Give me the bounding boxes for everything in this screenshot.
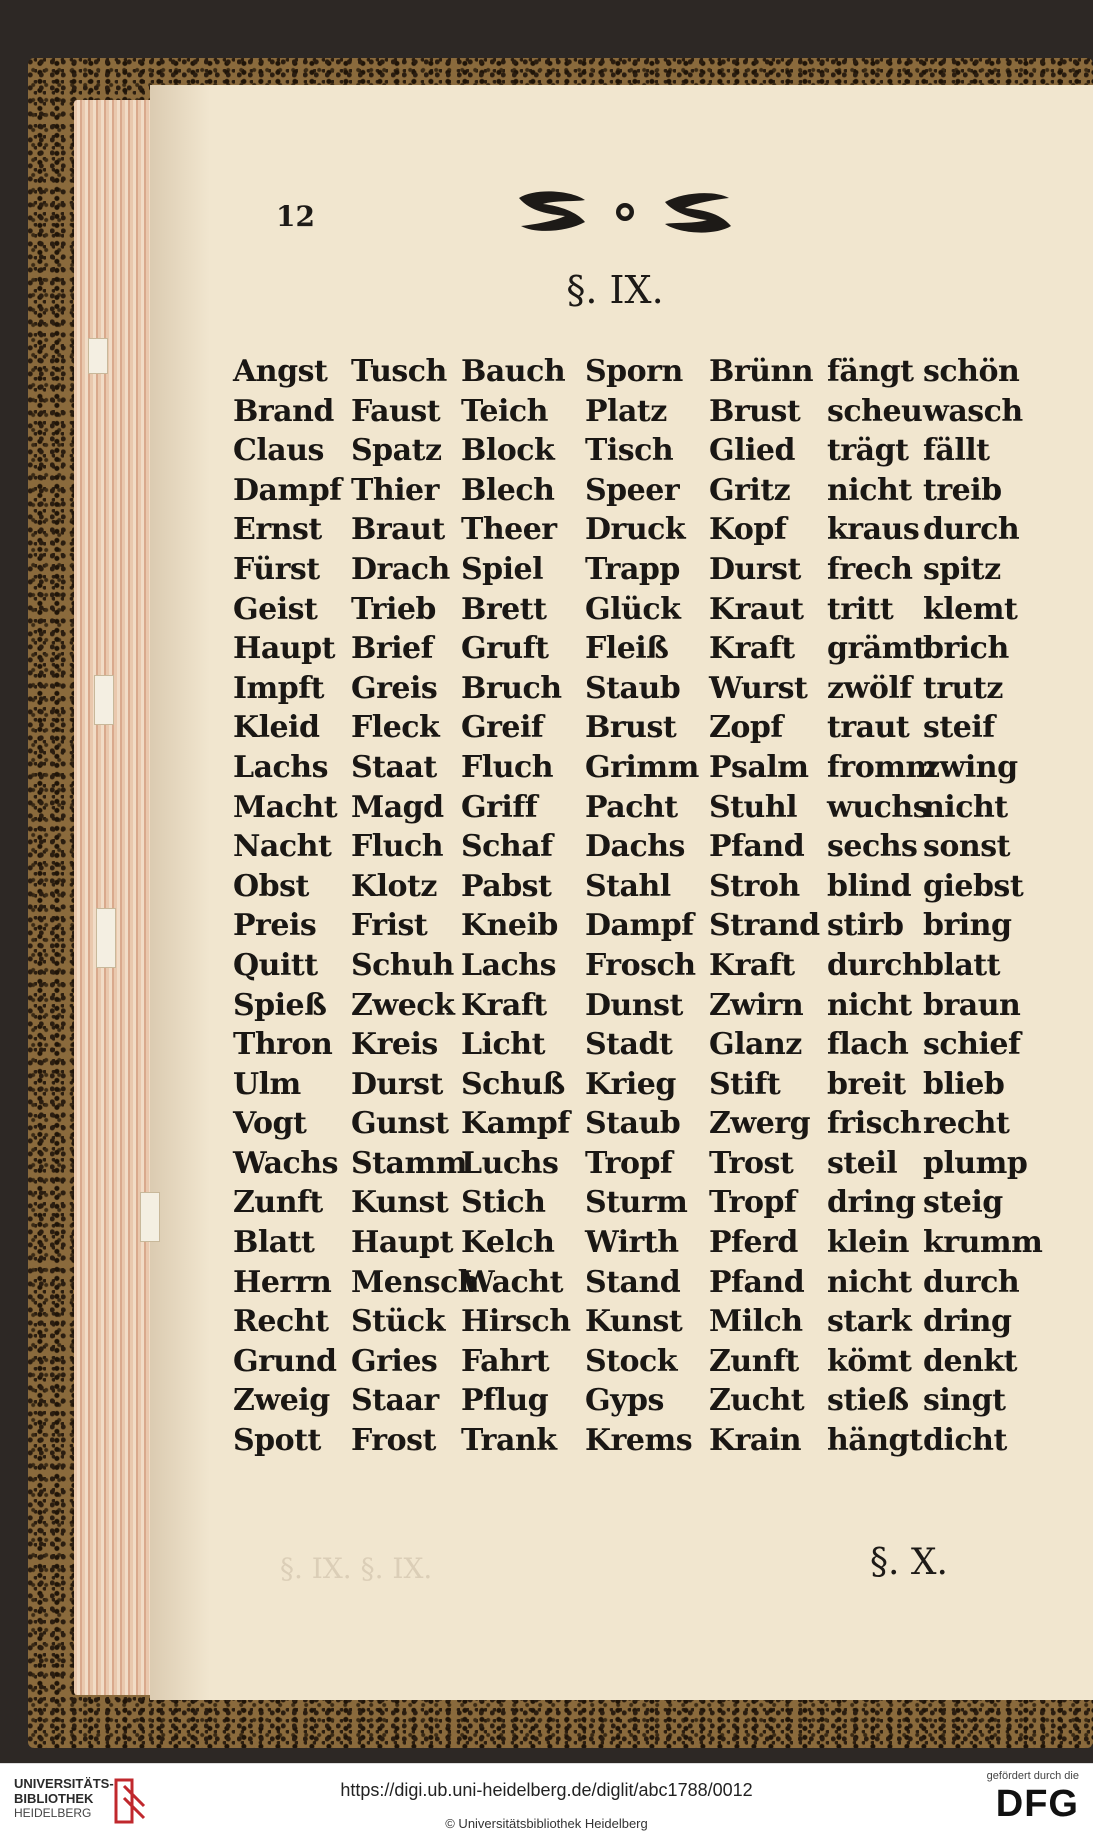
word-cell: nicht (923, 789, 1008, 825)
word-cell: Frosch (585, 947, 696, 983)
word-cell: Pacht (585, 789, 678, 825)
word-cell: Zunft (233, 1185, 323, 1221)
word-cell: Staat (351, 749, 437, 785)
word-cell: Vogt (233, 1106, 307, 1142)
word-cell: Claus (233, 433, 324, 469)
bleed-through-text: §. IX. §. IX. (280, 1552, 433, 1585)
word-cell: Speer (585, 472, 680, 508)
word-cell: Haupt (351, 1225, 453, 1261)
word-cell: sechs (827, 829, 918, 865)
word-cell: steif (923, 710, 995, 746)
word-cell: bring (923, 908, 1012, 944)
word-cell: Brust (709, 393, 801, 429)
word-cell: Dampf (233, 472, 342, 508)
word-cell: schief (923, 1027, 1021, 1063)
funder-caption: gefördert durch die (986, 1770, 1079, 1782)
word-cell: Lachs (233, 749, 328, 785)
word-cell: Glied (709, 433, 795, 469)
word-cell: Brand (233, 393, 334, 429)
word-cell: Wacht (461, 1264, 563, 1300)
word-cell: Haupt (233, 631, 335, 667)
word-cell: Brust (585, 710, 677, 746)
word-cell: sonst (923, 829, 1010, 865)
word-cell: Tropf (709, 1185, 797, 1221)
word-cell: Fürst (233, 551, 320, 587)
word-cell: Trapp (585, 551, 680, 587)
word-cell: spitz (923, 551, 1001, 587)
word-cell: Kelch (461, 1225, 555, 1261)
word-cell: frisch (827, 1106, 922, 1142)
word-cell: Hirsch (461, 1304, 571, 1340)
page-number: 12 (276, 200, 315, 233)
word-cell: Kneib (461, 908, 558, 944)
word-cell: Quitt (233, 947, 318, 983)
word-cell: Recht (233, 1304, 329, 1340)
word-cell: Luchs (461, 1145, 559, 1181)
word-cell: Thron (233, 1027, 333, 1063)
word-cell: Macht (233, 789, 338, 825)
library-name-line3: HEIDELBERG (14, 1806, 92, 1820)
word-cell: Ernst (233, 512, 322, 548)
word-cell: Staub (585, 1106, 681, 1142)
word-cell: Pferd (709, 1225, 798, 1261)
word-cell: Preis (233, 908, 317, 944)
word-cell: durch (923, 512, 1020, 548)
word-cell: trutz (923, 670, 1003, 706)
word-cell: blatt (923, 947, 1001, 983)
word-cell: Kraft (709, 947, 795, 983)
word-cell: dicht (923, 1423, 1007, 1459)
word-cell: Pflug (461, 1383, 549, 1419)
word-cell: Thier (351, 472, 439, 508)
word-cell: grämt (827, 631, 927, 667)
word-cell: Pfand (709, 1264, 805, 1300)
paper-tab (140, 1192, 160, 1242)
catchword: §. X. (870, 1542, 948, 1583)
word-cell: nicht (827, 1264, 912, 1300)
word-cell: Ulm (233, 1066, 301, 1102)
word-cell: Trieb (351, 591, 436, 627)
word-cell: Kunst (585, 1304, 683, 1340)
word-cell: denkt (923, 1343, 1018, 1379)
word-cell: Druck (585, 512, 686, 548)
word-cell: Licht (461, 1027, 545, 1063)
word-cell: Stand (585, 1264, 681, 1300)
word-cell: Gyps (585, 1383, 664, 1419)
word-cell: Fluch (351, 829, 444, 865)
word-cell: dring (923, 1304, 1012, 1340)
word-cell: durch (827, 947, 924, 983)
word-cell: Frost (351, 1423, 436, 1459)
word-cell: Sturm (585, 1185, 688, 1221)
word-cell: Kleid (233, 710, 320, 746)
word-cell: Brief (351, 631, 434, 667)
word-cell: steig (923, 1185, 1003, 1221)
word-cell: fällt (923, 433, 990, 469)
word-cell: Zweig (233, 1383, 330, 1419)
word-cell: Milch (709, 1304, 803, 1340)
word-cell: zwölf (827, 670, 912, 706)
word-cell: Zopf (709, 710, 783, 746)
word-cell: frech (827, 551, 913, 587)
word-cell: Tisch (585, 433, 674, 469)
word-cell: Lachs (461, 947, 556, 983)
word-cell: Strand (709, 908, 820, 944)
word-cell: Kopf (709, 512, 787, 548)
word-cell: Wurst (709, 670, 808, 706)
dfg-logo: DFG (995, 1783, 1079, 1825)
word-cell: breit (827, 1066, 906, 1102)
word-cell: Fleiß (585, 631, 669, 667)
funder-logo[interactable] (987, 1770, 1079, 1826)
word-cell: hängt (827, 1423, 923, 1459)
section-heading: §. IX. (566, 268, 664, 312)
word-cell: Gritz (709, 472, 791, 508)
word-cell: Schuh (351, 947, 454, 983)
word-cell: Griff (461, 789, 538, 825)
word-cell: Angst (233, 354, 328, 389)
viewer-footer (0, 1763, 1093, 1848)
word-cell: Zucht (709, 1383, 805, 1419)
word-cell: Durst (709, 551, 801, 587)
word-cell: nicht (827, 472, 912, 508)
word-cell: Impft (233, 670, 325, 706)
word-cell: Drach (351, 551, 450, 587)
word-cell: Greis (351, 670, 438, 706)
word-cell: Geist (233, 591, 318, 627)
word-cell: Fluch (461, 749, 554, 785)
word-cell: Braut (351, 512, 445, 548)
word-cell: treib (923, 472, 1002, 508)
word-cell: Gunst (351, 1106, 449, 1142)
word-cell: Fahrt (461, 1343, 550, 1379)
word-cell: trägt (827, 433, 909, 469)
word-cell: stirb (827, 908, 904, 944)
word-cell: dring (827, 1185, 916, 1221)
word-cell: Magd (351, 789, 444, 825)
word-cell: recht (923, 1106, 1010, 1142)
word-cell: kömt (827, 1343, 912, 1379)
word-cell: Stock (585, 1343, 678, 1379)
ornament-icon (515, 188, 735, 236)
word-cell: wasch (923, 393, 1023, 429)
word-cell: Pfand (709, 829, 805, 865)
document-url[interactable]: https://digi.ub.uni-heidelberg.de/diglit/abc1788/0012 (340, 1780, 753, 1800)
word-cell: Mensch (351, 1264, 480, 1300)
word-cell: Spieß (233, 987, 327, 1023)
word-cell: Glück (585, 591, 681, 627)
word-cell: Stift (709, 1066, 781, 1102)
word-cell: Dachs (585, 829, 685, 865)
word-cell: Psalm (709, 749, 809, 785)
word-cell: blind (827, 868, 912, 904)
word-cell: Krems (585, 1423, 693, 1459)
word-cell: Frist (351, 908, 428, 944)
word-cell: Herrn (233, 1264, 332, 1300)
word-cell: tritt (827, 591, 894, 627)
word-cell: Blech (461, 472, 555, 508)
paper-tab (88, 338, 108, 374)
word-cell: Platz (585, 393, 667, 429)
word-cell: Staar (351, 1383, 439, 1419)
word-cell: Kraut (709, 591, 804, 627)
word-table (233, 352, 1043, 1461)
word-cell: wuchs (827, 789, 930, 825)
word-cell: Theer (461, 512, 557, 548)
word-cell: flach (827, 1027, 909, 1063)
word-cell: klemt (923, 591, 1018, 627)
word-cell: Kampf (461, 1106, 570, 1142)
word-cell: Stich (461, 1185, 546, 1221)
word-cell: Blatt (233, 1225, 315, 1261)
word-cell: Zunft (709, 1343, 799, 1379)
word-cell: Krieg (585, 1066, 676, 1102)
library-name-line1: UNIVERSITÄTS- (14, 1776, 114, 1791)
word-cell: blieb (923, 1066, 1005, 1102)
word-cell: Schaf (461, 829, 553, 865)
word-cell: Tropf (585, 1145, 673, 1181)
word-cell: Brett (461, 591, 547, 627)
word-cell: Trank (461, 1423, 557, 1459)
word-cell: Zweck (351, 987, 455, 1023)
word-cell: stieß (827, 1383, 909, 1419)
word-cell: Schuß (461, 1066, 565, 1102)
word-cell: Greif (461, 710, 544, 746)
word-cell: Spatz (351, 433, 442, 469)
word-cell: Kraft (461, 987, 547, 1023)
word-cell: Stuhl (709, 789, 798, 825)
word-cell: Durst (351, 1066, 443, 1102)
word-cell: Stamm (351, 1145, 467, 1181)
word-cell: Sporn (585, 354, 683, 389)
word-cell: Trost (709, 1145, 794, 1181)
word-cell: Gries (351, 1343, 438, 1379)
word-cell: Kreis (351, 1027, 438, 1063)
word-cell: Block (461, 433, 555, 469)
word-cell: Gruft (461, 631, 549, 667)
word-cell: Spott (233, 1423, 321, 1459)
word-cell: giebst (923, 868, 1024, 904)
word-cell: Zwerg (709, 1106, 811, 1142)
word-cell: Stadt (585, 1027, 673, 1063)
word-cell: Stahl (585, 868, 671, 904)
word-cell: fromm (827, 749, 937, 785)
word-cell: Grimm (585, 749, 699, 785)
word-cell: steil (827, 1145, 898, 1181)
word-cell: krumm (923, 1225, 1043, 1261)
word-cell: klein (827, 1225, 909, 1261)
word-cell: Dampf (585, 908, 694, 944)
word-cell: schön (923, 354, 1020, 389)
word-cell: kraus (827, 512, 920, 548)
paper-tab (94, 675, 114, 725)
word-cell: Spiel (461, 551, 544, 587)
word-cell: Krain (709, 1423, 802, 1459)
word-cell: Tusch (351, 354, 447, 389)
word-cell: scheu (827, 393, 923, 429)
word-cell: Staub (585, 670, 681, 706)
word-cell: fängt (827, 354, 914, 389)
word-cell: brich (923, 631, 1009, 667)
word-cell: Teich (461, 393, 548, 429)
word-cell: Stück (351, 1304, 445, 1340)
word-cell: Klotz (351, 868, 437, 904)
word-cell: zwing (923, 749, 1018, 785)
word-cell: Bruch (461, 670, 562, 706)
word-cell: Fleck (351, 710, 440, 746)
word-cell: Zwirn (709, 987, 804, 1023)
word-cell: nicht (827, 987, 912, 1023)
word-cell: braun (923, 987, 1021, 1023)
word-cell: Kunst (351, 1185, 449, 1221)
word-cell: Grund (233, 1343, 337, 1379)
word-cell: Faust (351, 393, 441, 429)
word-cell: stark (827, 1304, 912, 1340)
word-cell: durch (923, 1264, 1020, 1300)
word-cell: Bauch (461, 354, 566, 389)
word-cell: Wirth (585, 1225, 679, 1261)
word-cell: Pabst (461, 868, 552, 904)
paper-tab (96, 908, 116, 968)
library-name-line2: BIBLIOTHEK (14, 1791, 94, 1806)
word-cell: singt (923, 1383, 1006, 1419)
word-cell: Brünn (709, 354, 814, 389)
word-cell: plump (923, 1145, 1028, 1181)
word-cell: Kraft (709, 631, 795, 667)
copyright-notice: © Universitätsbibliothek Heidelberg (445, 1816, 648, 1831)
word-cell: Dunst (585, 987, 683, 1023)
word-cell: Wachs (233, 1145, 338, 1181)
word-cell: Obst (233, 868, 309, 904)
word-cell: Glanz (709, 1027, 802, 1063)
word-cell: Stroh (709, 868, 800, 904)
word-cell: traut (827, 710, 910, 746)
word-cell: Nacht (233, 829, 332, 865)
